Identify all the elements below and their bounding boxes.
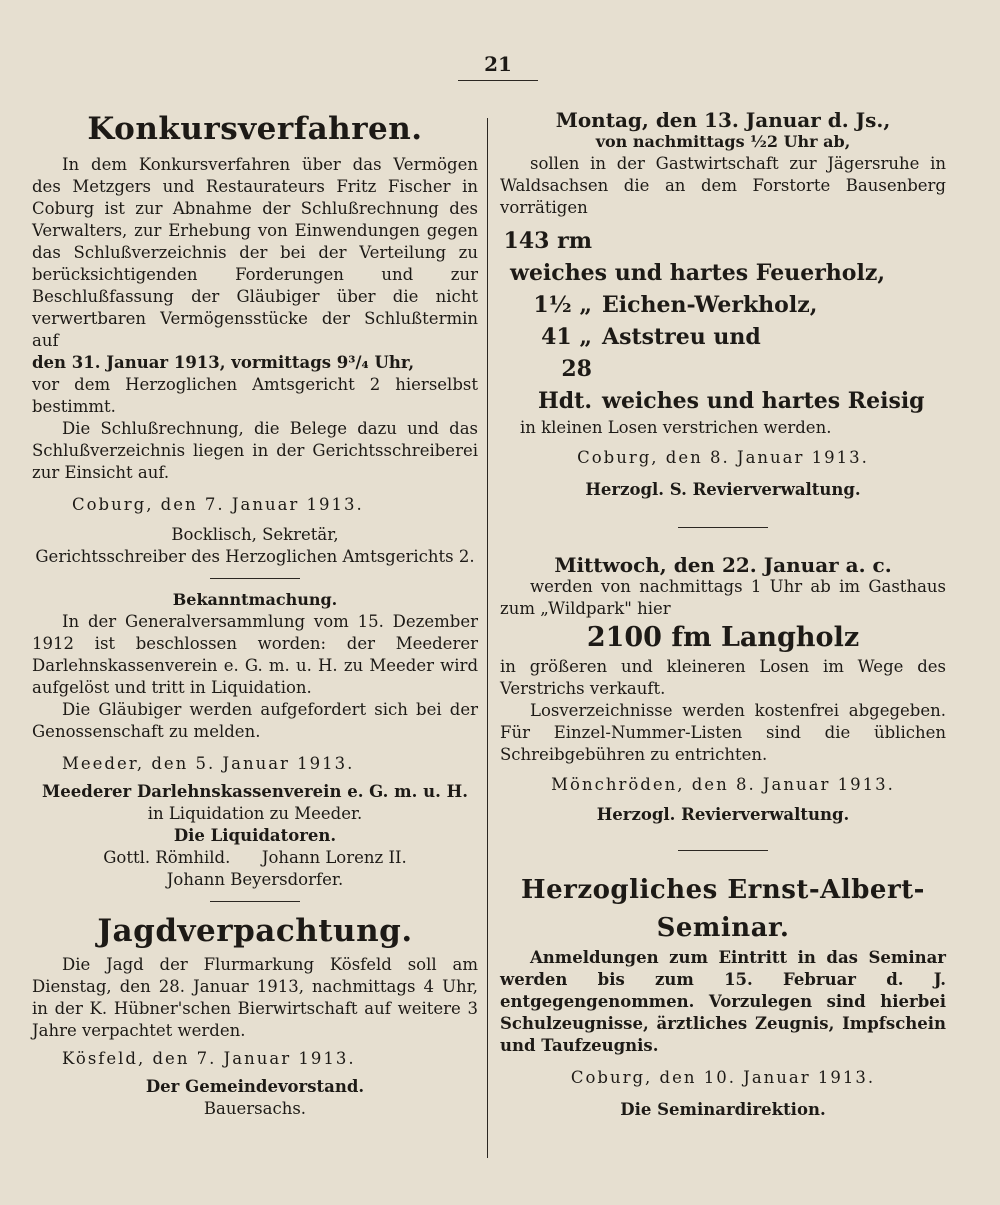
- separator: [210, 901, 300, 902]
- konkurs-notice: [32, 110, 478, 568]
- separator: [210, 578, 300, 579]
- bekannt-para1: In der Generalversammlung vom 15. Dezember 1912 ist beschlossen worden: der Meederer Darlehnskassenverein e. G. m. u. H. zu Meeder wird aufgelöst und tritt in Liquidation.: [32, 612, 478, 697]
- holz1-place: Coburg, den 8. Januar 1913.: [577, 448, 869, 467]
- wood-item: [500, 321, 946, 353]
- wood-item: [500, 353, 946, 417]
- holz1-title: Montag, den 13. Januar d. Js.,: [555, 108, 891, 132]
- holz1-sig: Herzogl. S. Revierverwaltung.: [585, 480, 861, 499]
- separator: [678, 850, 768, 851]
- jagd-notice: [32, 912, 478, 1120]
- bekannt-sig4: Gottl. Römhild. Johann Lorenz II.: [103, 848, 407, 867]
- left-column: [32, 95, 478, 1120]
- column-divider: [487, 118, 488, 1158]
- wood-item: [500, 225, 946, 289]
- jagd-sig1: Der Gemeindevorstand.: [145, 1077, 365, 1096]
- wood-desc: Eichen-Werkholz,: [602, 292, 818, 318]
- konkurs-para1-end: vor dem Herzoglichen Amtsgericht 2 hierselbst bestimmt.: [32, 375, 478, 416]
- holz2-place: Mönchröden, den 8. Januar 1913.: [551, 775, 895, 794]
- holz1-para2: in kleinen Losen verstrichen werden.: [520, 418, 832, 437]
- seminar-place: Coburg, den 10. Januar 1913.: [570, 1068, 876, 1087]
- holz2-para1: werden von nachmittags 1 Uhr ab im Gasthaus zum „Wildpark" hier: [500, 577, 946, 618]
- page-number: 21: [484, 52, 512, 76]
- seminar-para1: Anmeldungen zum Eintritt in das Seminar werden bis zum 15. Februar d. J. entgegengenommen. Vorzulegen sind hierbei Schulzeugnisse, ärztliches Zeugnis, Impfschein und Taufzeugnis.: [500, 948, 946, 1055]
- konkurs-signer-title: Gerichtsschreiber des Herzoglichen Amtsgerichts 2.: [35, 547, 475, 566]
- wood-amount: 143 rm: [503, 228, 592, 254]
- bekannt-sig3: Die Liquidatoren.: [173, 826, 337, 845]
- konkurs-place: Coburg, den 7. Januar 1913.: [72, 495, 364, 514]
- bekannt-sig5: Johann Beyersdorfer.: [166, 870, 344, 889]
- seminar-title: Herzogliches Ernst-Albert-Seminar.: [521, 875, 925, 943]
- wood-list: [500, 225, 946, 417]
- holz2-title: Mittwoch, den 22. Januar a. c.: [554, 553, 892, 577]
- konkurs-date: den 31. Januar 1913, vormittags 9³/₄ Uhr,: [32, 353, 415, 372]
- bekannt-title: Bekanntmachung.: [172, 590, 338, 609]
- wood-amount: 41 „: [541, 324, 592, 350]
- wood-item: [500, 289, 946, 321]
- wood-desc: weiches und hartes Feuerholz,: [510, 260, 885, 286]
- bekannt-sig2: in Liquidation zu Meeder.: [147, 804, 363, 823]
- bekannt-sig1: Meederer Darlehnskassenverein e. G. m. u. H.: [42, 782, 468, 801]
- holz1-para1: sollen in der Gastwirtschaft zur Jägersruhe in Waldsachsen die an dem Forstorte Bausenberg vorrätigen: [500, 154, 946, 217]
- separator: [678, 527, 768, 528]
- header-rule: [458, 80, 538, 81]
- konkurs-signer: Bocklisch, Sekretär,: [171, 525, 339, 544]
- wood-desc: Aststreu und: [602, 324, 761, 350]
- wood-desc: weiches und hartes Reisig: [602, 388, 925, 414]
- jagd-place: Kösfeld, den 7. Januar 1913.: [62, 1049, 356, 1068]
- jagd-sig2: Bauersachs.: [203, 1099, 307, 1118]
- konkurs-title: Konkursverfahren.: [87, 111, 423, 147]
- seminar-sig: Die Seminardirektion.: [620, 1100, 826, 1119]
- holz2-para3: Losverzeichnisse werden kostenfrei abgegeben. Für Einzel-Nummer-Listen sind die üblichen Schreibgebühren zu entrichten.: [500, 701, 946, 764]
- holz2-para2: in größeren und kleineren Losen im Wege des Verstrichs verkauft.: [500, 657, 946, 698]
- jagd-para1: Die Jagd der Flurmarkung Kösfeld soll am Dienstag, den 28. Januar 1913, nachmittags 4 Uhr, in der K. Hübner'schen Bierwirtschaft auf weitere 3 Jahre verpachtet werden.: [32, 955, 478, 1040]
- konkurs-para1: In dem Konkursverfahren über das Vermögen des Metzgers und Restaurateurs Fritz Fischer in Coburg ist zur Abnahme der Schlußrechnung des Verwalters, zur Erhebung von Einwendungen gegen das Schlußverzeichnis der bei der Verteilung zu berücksichtigenden Forderungen und zur Beschlußfassung der Gläubiger über die nicht verwertbaren Vermögensstücke der Schlußtermin auf: [32, 155, 478, 350]
- holz2-notice: [500, 554, 946, 826]
- wood-amount: 1½ „: [533, 292, 592, 318]
- bekanntmachung-notice: [32, 589, 478, 891]
- seminar-notice: [500, 871, 946, 1121]
- holz2-sig: Herzogl. Revierverwaltung.: [596, 805, 850, 824]
- bekannt-para2: Die Gläubiger werden aufgefordert sich bei der Genossenschaft zu melden.: [32, 700, 478, 741]
- holz1-notice: [500, 109, 946, 501]
- jagd-title: Jagdverpachtung.: [97, 913, 413, 949]
- wood-amount: 28 Hdt.: [538, 356, 592, 414]
- holz1-subtitle: von nachmittags ½2 Uhr ab,: [595, 132, 851, 151]
- konkurs-para2: Die Schlußrechnung, die Belege dazu und das Schlußverzeichnis liegen in der Gerichtsschreiberei zur Einsicht auf.: [32, 419, 478, 482]
- right-column: [500, 95, 946, 1121]
- holz2-big: 2100 fm Langholz: [586, 622, 860, 653]
- bekannt-place: Meeder, den 5. Januar 1913.: [62, 754, 355, 773]
